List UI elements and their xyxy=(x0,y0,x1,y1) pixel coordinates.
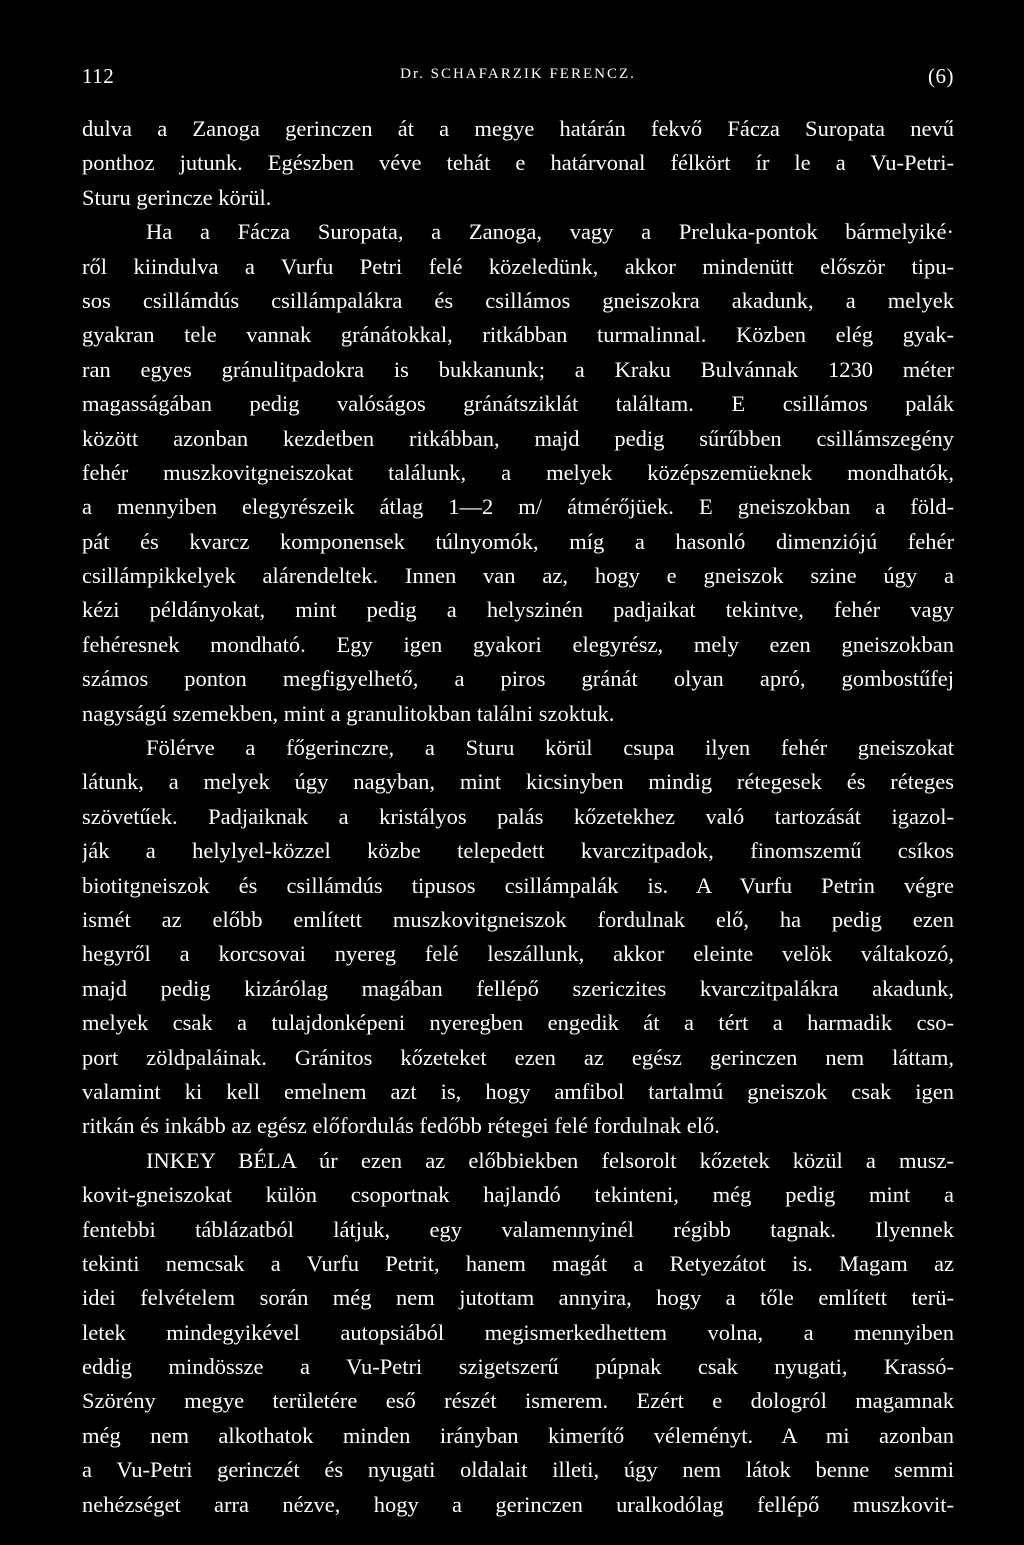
text-line: melyek csak a tulajdonképeni nyeregben engedik át a tért a harmadik cso- xyxy=(82,1010,954,1036)
text-line: csillámpikkelyek alárendeltek. Innen van az, hogy e gneiszok szine úgy a xyxy=(82,563,954,589)
text-line: ismét az előbb említett muszkovitgneiszok fordulnak elő, ha pedig ezen xyxy=(82,906,954,932)
text-line: pát és kvarcz komponensek túlnyomók, míg a hasonló dimenziójú fehér xyxy=(82,528,954,554)
text-line: nagyságú szemekben, mint a granulitokban találni szoktuk. xyxy=(82,700,615,726)
text-line: Szörény megye területére eső részét ismerem. Ezért e dologról magamnak xyxy=(82,1388,954,1414)
page-header xyxy=(82,64,954,94)
text-line: idei felvételem során még nem jutottam annyira, hogy a tőle említett terü- xyxy=(82,1285,954,1311)
text-line: sos csillámdús csillámpalákra és csillámos gneiszokra akadunk, a melyek xyxy=(82,287,954,313)
text-line: Sturu gerincze körül. xyxy=(82,184,272,210)
text-line: eddig mindössze a Vu-Petri szigetszerű púpnak csak nyugati, Krassó- xyxy=(82,1354,954,1380)
text-line: biotitgneiszok és csillámdús tipusos csillámpalák is. A Vurfu Petrin végre xyxy=(82,872,954,898)
text-line: kovit-gneiszokat külön csoportnak hajlandó tekinteni, még pedig mint a xyxy=(82,1182,954,1208)
text-line: ritkán és inkább az egész előfordulás fedőbb rétegei felé fordulnak elő. xyxy=(82,1113,720,1139)
text-line: hegyről a korcsovai nyereg felé leszállunk, akkor eleinte velök váltakozó, xyxy=(82,941,954,967)
text-line: fentebbi táblázatból látjuk, egy valamennyinél régibb tagnak. Ilyennek xyxy=(82,1216,954,1242)
text-line: kézi példányokat, mint pedig a helyszinén padjaikat tekintve, fehér vagy xyxy=(82,597,954,623)
text-line: számos ponton megfigyelhető, a piros gránát olyan apró, gombostűfej xyxy=(82,666,954,692)
text-line: ják a helylyel-közzel közbe telepedett kvarczitpadok, finomszemű csíkos xyxy=(82,838,954,864)
body-text xyxy=(82,112,954,1522)
text-line: letek mindegyikével autopsiából megismerkedhettem volna, a mennyiben xyxy=(82,1319,954,1345)
text-line: ran egyes gránulitpadokra is bukkanunk; a Kraku Bulvánnak 1230 méter xyxy=(82,356,954,382)
text-line: Fölérve a főgerinczre, a Sturu körül csupa ilyen fehér gneiszokat xyxy=(146,735,954,761)
text-line: még nem alkothatok minden irányban kimerítő véleményt. A mi azonban xyxy=(82,1422,954,1448)
text-line: ponthoz jutunk. Egészben véve tehát e határvonal félkört ír le a Vu-Petri- xyxy=(82,150,954,176)
text-line: nehézséget arra nézve, hogy a gerinczen uralkodólag fellépő muszkovit- xyxy=(82,1491,954,1517)
text-line: között azonban kezdetben ritkábban, majd pedig sűrűbben csillámszegény xyxy=(82,425,954,451)
text-line: Ha a Fácza Suropata, a Zanoga, vagy a Preluka-pontok bármelyiké· xyxy=(146,219,954,245)
text-line: a Vu-Petri gerinczét és nyugati oldalait illeti, úgy nem látok benne semmi xyxy=(82,1457,954,1483)
text-line: port zöldpaláinak. Gránitos kőzeteket ezen az egész gerinczen nem láttam, xyxy=(82,1044,954,1070)
text-line: fehér muszkovitgneiszokat találunk, a melyek középszemüeknek mondhatók, xyxy=(82,459,954,485)
text-line: fehéresnek mondható. Egy igen gyakori elegyrész, mely ezen gneiszokban xyxy=(82,631,954,657)
text-line: szövetűek. Padjaiknak a kristályos palás kőzetekhez való tartozását igazol- xyxy=(82,803,954,829)
text-line: INKEY BÉLA úr ezen az előbbiekben felsorolt kőzetek közül a musz- xyxy=(146,1147,954,1173)
text-line: dulva a Zanoga gerinczen át a megye határán fekvő Fácza Suropata nevű xyxy=(82,116,954,141)
section-number: (6) xyxy=(928,64,954,88)
text-line: gyakran tele vannak gránátokkal, ritkábban turmalinnal. Közben elég gyak- xyxy=(82,322,954,348)
text-line: látunk, a melyek úgy nagyban, mint kicsinyben mindig rétegesek és réteges xyxy=(82,769,954,795)
running-title: Dr. SCHAFARZIK FERENCZ. xyxy=(400,66,636,82)
text-line: a mennyiben elegyrészeik átlag 1—2 m/ átmérőjüek. E gneiszokban a föld- xyxy=(82,494,954,520)
text-line: ről kiindulva a Vurfu Petri felé közeledünk, akkor mindenütt először tipu- xyxy=(82,253,954,279)
text-line: majd pedig kizárólag magában fellépő szericzites kvarczitpalákra akadunk, xyxy=(82,975,954,1001)
text-line: tekinti nemcsak a Vurfu Petrit, hanem magát a Retyezátot is. Magam az xyxy=(82,1250,954,1276)
page-number: 112 xyxy=(82,64,115,88)
text-line: valamint ki kell emelnem azt is, hogy amfibol tartalmú gneiszok csak igen xyxy=(82,1078,954,1104)
text-line: magasságában pedig valóságos gránátsziklát találtam. E csillámos palák xyxy=(82,391,954,417)
